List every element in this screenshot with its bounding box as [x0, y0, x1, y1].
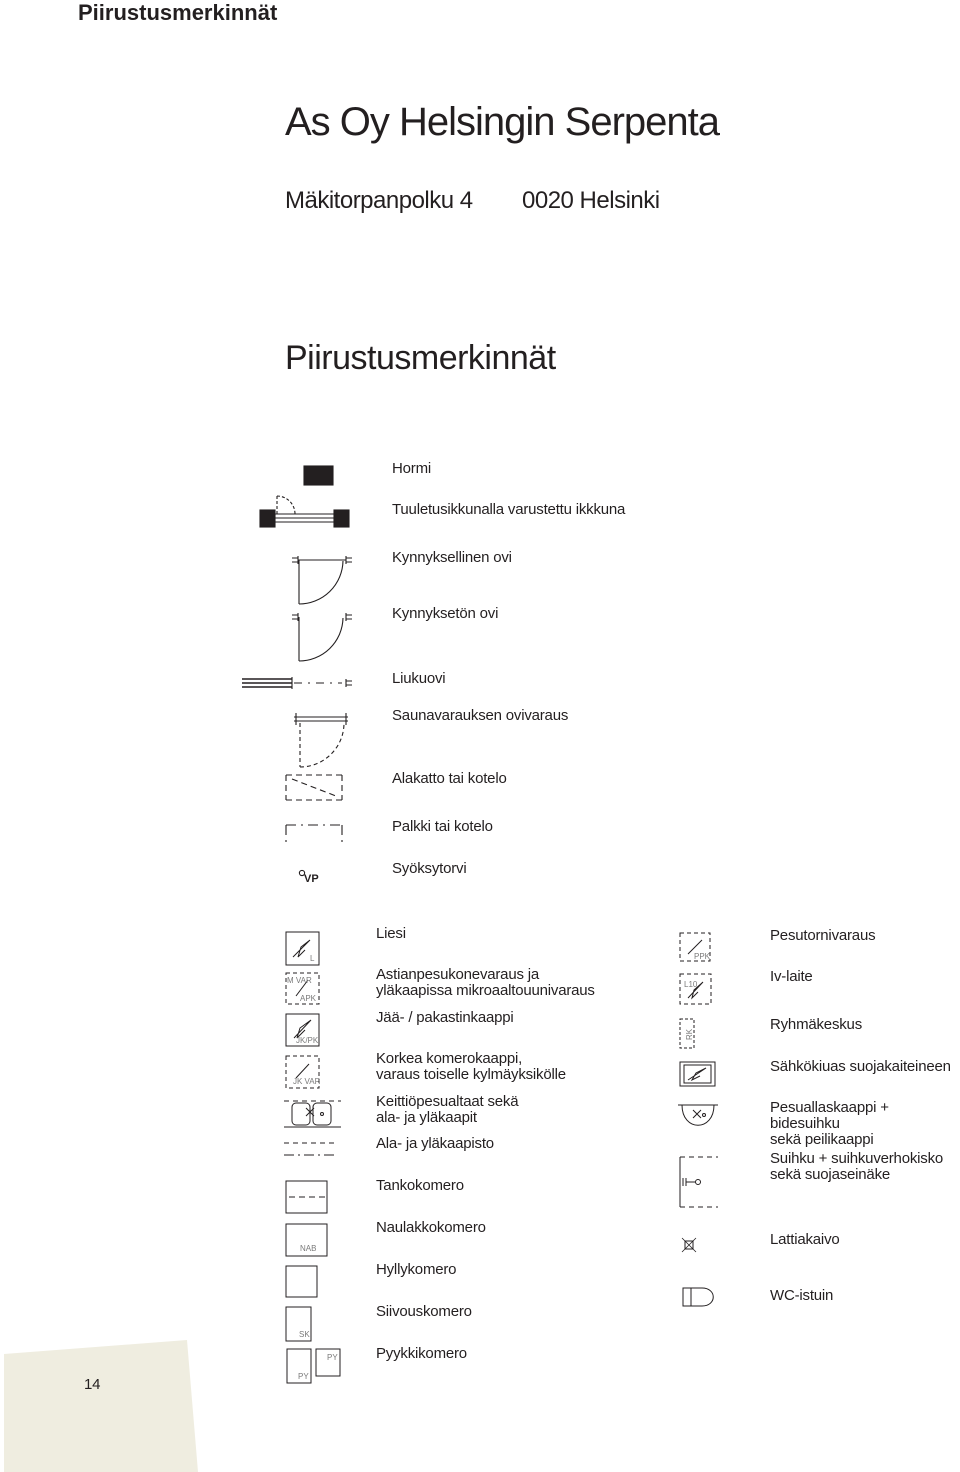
legend-label-sauna-stove: Sähkökiuas suojakaiteineen [770, 1058, 951, 1075]
legend-label-laundry-closet: Pyykkikomero [376, 1345, 467, 1362]
legend-label-beam: Palkki tai kotelo [392, 818, 493, 835]
legend-label-door-no-threshold: Kynnyksetön ovi [392, 605, 499, 622]
legend-label-downpipe: Syöksytorvi [392, 860, 467, 877]
running-header: Piirustusmerkinnät [78, 0, 278, 25]
py-label-1: PY [327, 1353, 338, 1362]
apk-label: APK [300, 994, 317, 1003]
legend-label-cabinets: Ala- ja yläkaapisto [376, 1135, 494, 1152]
legend-label-fridge: Jää- / pakastinkaappi [376, 1009, 514, 1026]
legend-label-sauna-door: Saunavarauksen ovivaraus [392, 707, 569, 724]
py-label-2: PY [298, 1372, 309, 1381]
page-title: As Oy Helsingin Serpenta [285, 100, 720, 144]
legend-label-tall-cabinet: Korkea komerokaappi, varaus toiselle kylmäyksikölle [376, 1050, 566, 1083]
legend-label-shelf-closet: Hyllykomero [376, 1261, 457, 1278]
stove-label: L [310, 954, 315, 963]
legend-label-toilet: WC-istuin [770, 1287, 834, 1304]
legend-label-door-threshold: Kynnyksellinen ovi [392, 549, 512, 566]
legend-label-rail-closet: Tankokomero [376, 1177, 464, 1194]
section-title: Piirustusmerkinnät [285, 339, 556, 377]
legend-label-hormi: Hormi [392, 460, 431, 477]
legend-label-floor-drain: Lattiakaivo [770, 1231, 840, 1248]
address-street: Mäkitorpanpolku 4 [285, 187, 473, 214]
mvar-label: M VAR [287, 976, 312, 985]
l10-label: L10 [684, 980, 698, 989]
sk-label: SK [299, 1330, 310, 1339]
jkpk-label: JK/PK [296, 1036, 319, 1045]
vp-label: VP [304, 873, 319, 885]
legend-label-shower: Suihku + suihkuverhokisko sekä suojaseinäke [770, 1150, 944, 1183]
legend-label-laundry-tower: Pesutornivaraus [770, 927, 876, 944]
page-number: 14 [84, 1376, 101, 1393]
nab-label: NAB [300, 1244, 317, 1253]
address-city: 0020 Helsinki [522, 187, 660, 214]
rk-label: RK [685, 1028, 694, 1040]
ppk-label: PPK [694, 952, 711, 961]
legend-label-window: Tuuletusikkunalla varustettu ikkkuna [392, 501, 626, 518]
legend-label-sliding-door: Liukuovi [392, 670, 446, 687]
legend-label-dishwasher: Astianpesukonevaraus ja yläkaapissa mikroaaltouunivaraus [376, 966, 595, 999]
legend-label-kitchen-sink: Keittiöpesualtaat sekä ala- ja yläkaapit [376, 1093, 519, 1126]
legend-label-ventilation: Iv-laite [770, 968, 813, 985]
legend-label-washbasin: Pesuallaskaappi + bidesuihku sekä peilikaappi [770, 1099, 889, 1148]
legend-label-group-panel: Ryhmäkeskus [770, 1016, 862, 1033]
legend-label-coat-closet: Naulakkokomero [376, 1219, 486, 1236]
legend-label-cleaning-closet: Siivouskomero [376, 1303, 472, 1320]
legend-label-suspended-ceiling: Alakatto tai kotelo [392, 770, 507, 787]
legend-label-stove: Liesi [376, 925, 406, 942]
jkvar-label: JK VAR [293, 1077, 321, 1086]
